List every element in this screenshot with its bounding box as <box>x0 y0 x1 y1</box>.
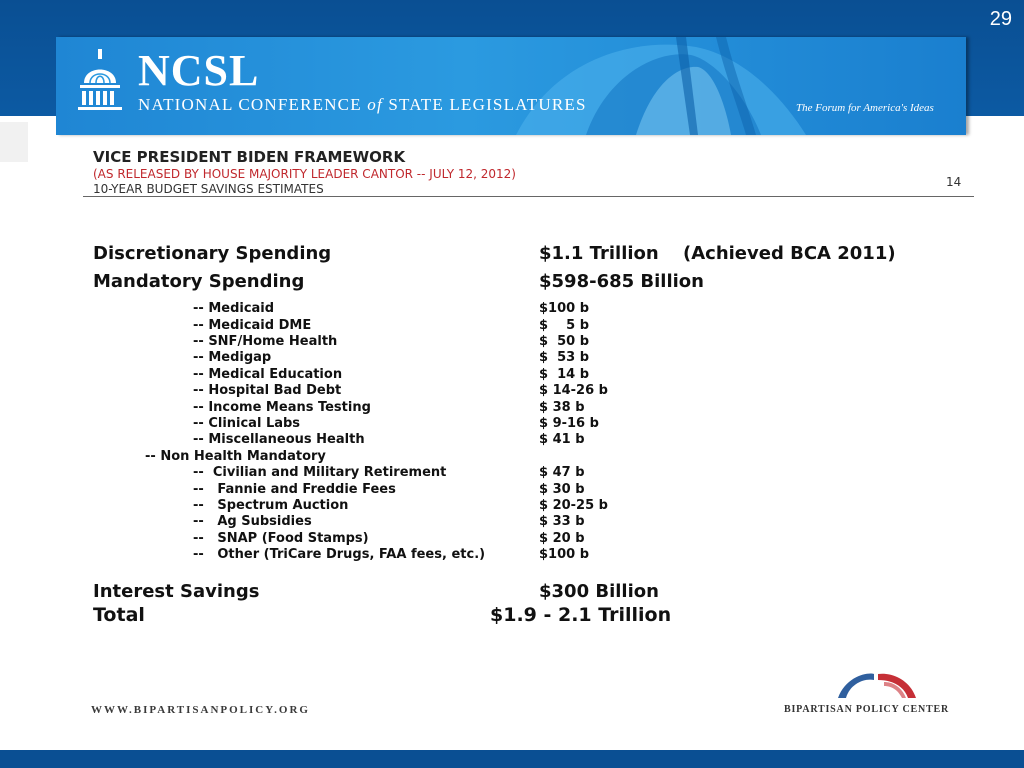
item-value: $ 20-25 b <box>539 498 608 513</box>
item-label: -- Fannie and Freddie Fees <box>193 482 396 497</box>
item-value: $ 33 b <box>539 514 585 529</box>
item-label: -- SNF/Home Health <box>193 334 338 349</box>
ncsl-tagline: The Forum for America's Ideas <box>796 102 934 114</box>
capitol-dome-icon <box>76 49 124 111</box>
footer-url: WWW.BIPARTISANPOLICY.ORG <box>91 704 310 716</box>
fullname-of: of <box>367 95 383 114</box>
dome-swoosh-graphic <box>476 37 836 135</box>
slide-number: 29 <box>989 8 1012 30</box>
item-value: $ 14-26 b <box>539 383 608 398</box>
item-label: -- Medicaid DME <box>193 318 312 333</box>
row-value: $1.1 Trillion <box>539 243 659 264</box>
item-value: $100 b <box>539 301 590 316</box>
item-label: -- Income Means Testing <box>193 400 371 415</box>
row-label: Discretionary Spending <box>93 243 332 264</box>
fullname-part2: STATE LEGISLATURES <box>382 95 587 114</box>
item-value: $ 9-16 b <box>539 416 599 431</box>
item-label: -- Hospital Bad Debt <box>193 383 342 398</box>
item-label: -- Non Health Mandatory <box>145 449 326 464</box>
bottom-blue-band <box>0 750 1024 768</box>
row-label: Mandatory Spending <box>93 271 305 292</box>
item-value: $ 53 b <box>539 350 590 365</box>
row-label: Interest Savings <box>93 581 260 602</box>
item-label: -- Ag Subsidies <box>193 514 312 529</box>
item-value: $ 50 b <box>539 334 590 349</box>
row-value: $300 Billion <box>539 581 659 602</box>
row-label: Total <box>93 604 145 626</box>
row-value: $598-685 Billion <box>539 271 704 292</box>
item-value: $ 5 b <box>539 318 590 333</box>
item-value: $ 14 b <box>539 367 590 382</box>
item-label: -- Medical Education <box>193 367 343 382</box>
item-label: -- Clinical Labs <box>193 416 301 431</box>
item-label: -- SNAP (Food Stamps) <box>193 531 369 546</box>
item-label: -- Civilian and Military Retirement <box>193 465 447 480</box>
item-value: $ 30 b <box>539 482 585 497</box>
item-label: -- Medicaid <box>193 301 275 316</box>
ncsl-banner <box>56 37 966 135</box>
page-number: 14 <box>946 175 962 189</box>
item-value: $ 41 b <box>539 432 585 447</box>
ncsl-full-name <box>138 95 587 115</box>
left-edge-panel <box>0 122 28 162</box>
document-title: VICE PRESIDENT BIDEN FRAMEWORK <box>93 148 406 166</box>
document-caption: 10-YEAR BUDGET SAVINGS ESTIMATES <box>93 182 324 196</box>
item-label: -- Other (TriCare Drugs, FAA fees, etc.) <box>193 547 486 562</box>
fullname-part1: NATIONAL CONFERENCE <box>138 95 368 114</box>
item-value: $100 b <box>539 547 590 562</box>
item-label: -- Spectrum Auction <box>193 498 349 513</box>
item-value: $ 47 b <box>539 465 585 480</box>
header-divider <box>83 196 974 197</box>
document-subtitle: (AS RELEASED BY HOUSE MAJORITY LEADER CANTOR -- JULY 12, 2012) <box>93 167 516 181</box>
row-note: (Achieved BCA 2011) <box>683 243 896 264</box>
item-label: -- Miscellaneous Health <box>193 432 365 447</box>
row-value: $1.9 - 2.1 Trillion <box>490 604 672 626</box>
item-value: $ 20 b <box>539 531 585 546</box>
item-label: -- Medigap <box>193 350 272 365</box>
item-value: $ 38 b <box>539 400 585 415</box>
ncsl-logo-text: NCSL <box>138 46 260 95</box>
bpc-org-name: BIPARTISAN POLICY CENTER <box>784 704 949 715</box>
bpc-arch-logo-icon <box>834 670 918 700</box>
